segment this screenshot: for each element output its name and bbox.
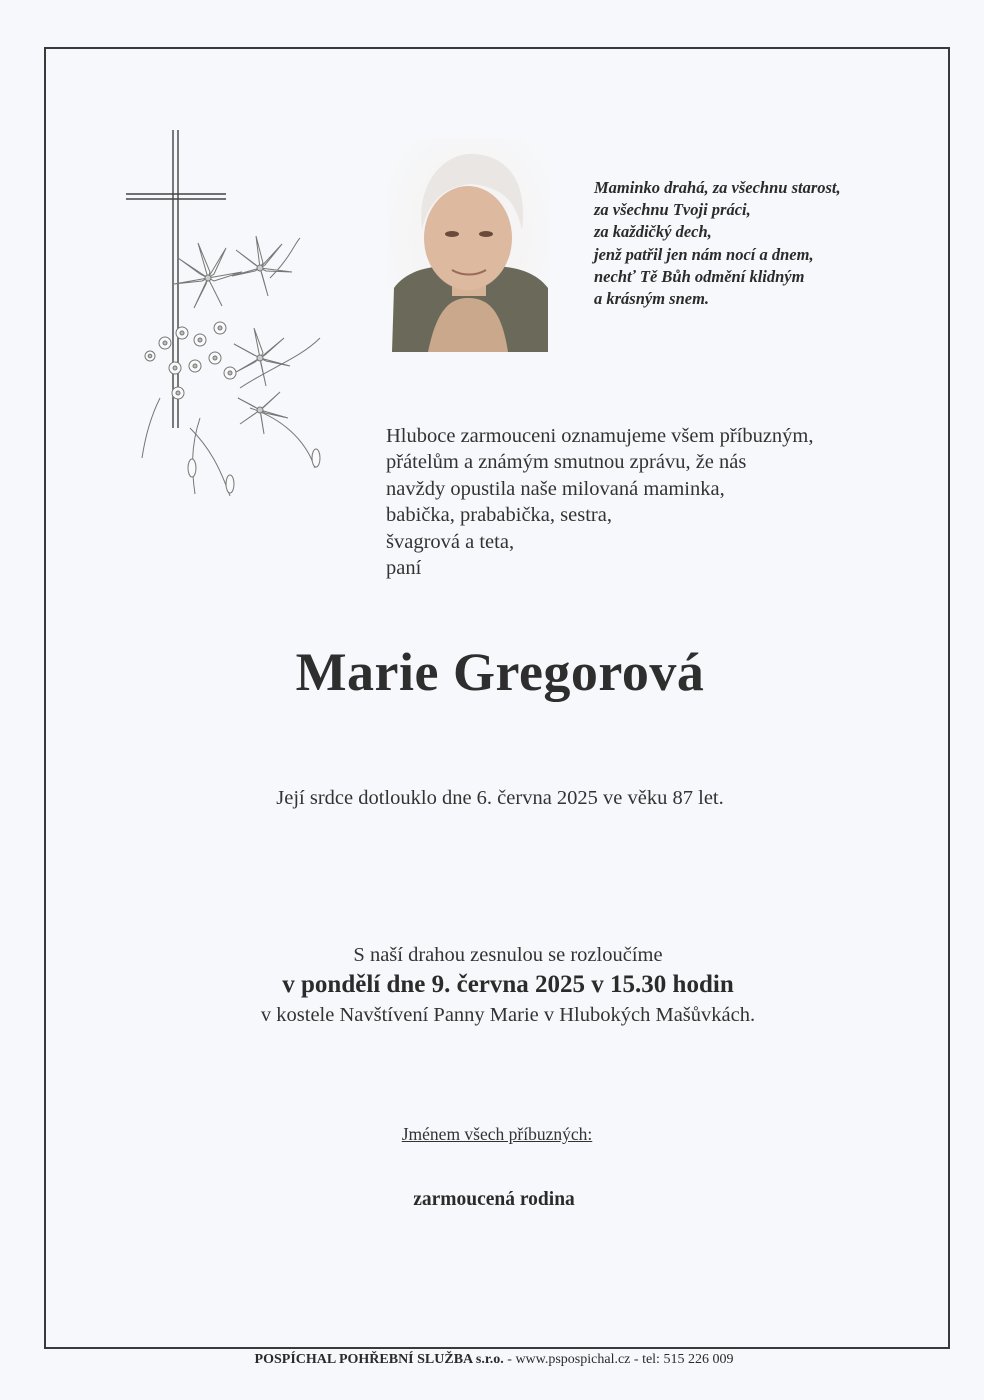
poem-line: a krásným snem. — [594, 289, 710, 309]
death-line: Její srdce dotlouklo dne 6. června 2025 ve věku 87 let. — [276, 787, 724, 809]
poem-line: jenž patřil jen nám nocí a dnem, — [594, 244, 814, 264]
announcement-line: Hluboce zarmouceni oznamujeme všem příbuzným, — [386, 425, 814, 447]
farewell-block — [0, 941, 984, 1029]
announcement-line: švagrová a teta, — [386, 530, 515, 553]
farewell-intro: S naší drahou zesnulou se rozloučíme — [353, 944, 663, 966]
footer-separator: - — [503, 1352, 516, 1367]
footer-phone: tel: 515 226 009 — [642, 1352, 734, 1367]
announcement — [386, 423, 906, 581]
farewell-place: v kostele Navštívení Panny Marie v Hlubokých Mašůvkách. — [260, 1004, 756, 1026]
deceased-name: Marie Gregorová — [295, 642, 705, 702]
poem — [594, 177, 914, 310]
on-behalf-label — [0, 1124, 984, 1145]
cross-with-lilies-icon — [120, 128, 335, 500]
poem-line: Maminko drahá, za všechnu starost, — [594, 178, 841, 197]
footer-separator: - — [630, 1352, 643, 1367]
family-signature: zarmoucená rodina — [413, 1189, 575, 1210]
announcement-line: babička, prababička, sestra, — [386, 504, 612, 527]
announcement-line: přátelům a známým smutnou zprávu, že nás — [386, 451, 747, 474]
lily-bouquet-icon — [142, 236, 320, 496]
footer — [0, 1352, 984, 1368]
deceased-portrait — [388, 138, 550, 352]
poem-line: za každičký dech, — [594, 222, 712, 242]
farewell-datetime: v pondělí dne 9. června 2025 v 15.30 hodin — [282, 971, 734, 998]
footer-company: POSPÍCHAL POHŘEBNÍ SLUŽBA s.r.o. — [254, 1352, 504, 1367]
footer-website: www.pspospichal.cz — [515, 1352, 631, 1367]
announcement-line: paní — [386, 557, 422, 580]
poem-line: za všechnu Tvoji práci, — [594, 200, 751, 220]
poem-line: nechť Tě Bůh odmění klidným — [594, 266, 805, 286]
on-behalf-text: Jménem všech příbuzných: — [401, 1124, 593, 1144]
announcement-line: navždy opustila naše milovaná maminka, — [386, 477, 725, 500]
